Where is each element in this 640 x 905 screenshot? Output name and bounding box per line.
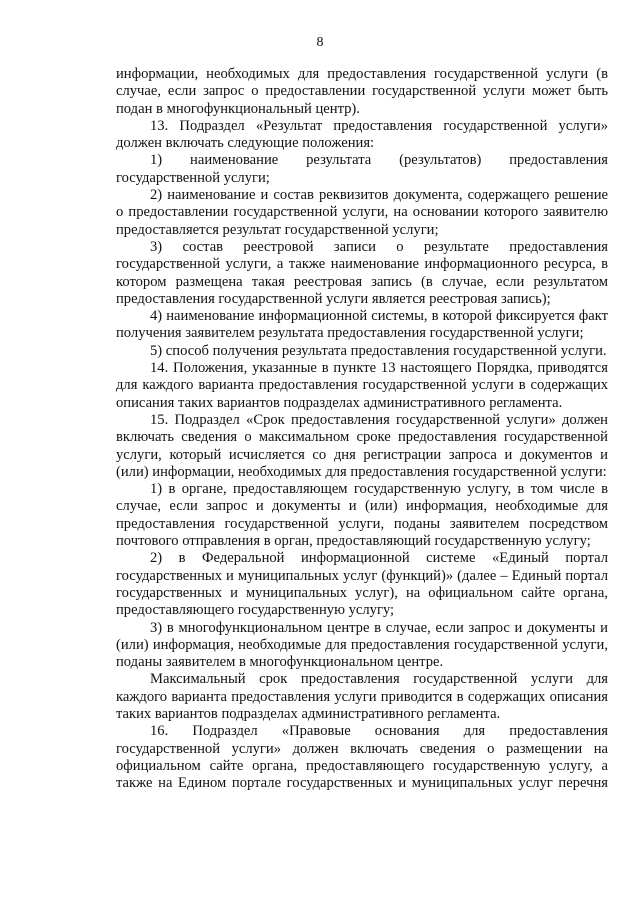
paragraph-continuation: информации, необходимых для предоставления государственной услуги (в случае, если запрос о предоставлении государственной услуги может быть подан в многофункциональный центр). [116, 66, 608, 117]
paragraph-13-sub-1: 1) наименование результата (результатов) предоставления государственной услуги; [116, 152, 608, 186]
paragraph-15-sub-3: 3) в многофункциональном центре в случае, если запрос и документы и (или) информация, необходимые для предоставления государственной услуги, поданы заявителем в многофункциональном центре. [116, 619, 608, 671]
paragraph-15-sub-1: 1) в органе, предоставляющем государственную услугу, в том числе в случае, если запрос и документы и (или) информация, необходимые для предоставления государственной услуги, поданы заявителем посредством почтового отправления в орган, предоставляющий государственную услугу; [116, 481, 608, 550]
paragraph-item-15: 15. Подраздел «Срок предоставления государственной услуги» должен включать сведения о максимальном сроке предоставления государственной услуги, который исчисляется со дня регистрации запроса и документов и (или) информации, необходимых для предоставления государственной услуги: [116, 411, 608, 480]
paragraph-13-sub-2: 2) наименование и состав реквизитов документа, содержащего решение о предоставлении государственной услуги, на основании которого заявителю предоставляется результат государственной услуги; [116, 187, 608, 238]
paragraph-15-sub-2: 2) в Федеральной информационной системе «Единый портал государственных и муниципальных услуг (функций)» (далее – Единый портал государственных и муниципальных услуг), на официальном сайте органа, предоставляющего государственную услугу; [116, 550, 608, 619]
paragraph-item-16: 16. Подраздел «Правовые основания для предоставления государственной услуги» должен включать сведения о размещении на официальном сайте органа, предоставляющего государственную услугу, а также на Едином портале государственных и муниципальных услуг перечня [116, 723, 608, 792]
paragraph-max-term: Максимальный срок предоставления государственной услуги для каждого варианта предоставления услуги приводится в содержащих описания таких вариантов подразделах административного регламента. [116, 671, 608, 722]
paragraph-13-sub-5: 5) способ получения результата предоставления государственной услуги. [150, 342, 607, 359]
paragraph-13-sub-4: 4) наименование информационной системы, в которой фиксируется факт получения заявителем результата предоставления государственной услуги; [116, 308, 608, 342]
document-body [116, 66, 608, 792]
page-number: 8 [316, 35, 324, 50]
paragraph-13-sub-3: 3) состав реестровой записи о результате предоставления государственной услуги, а также наименование информационного ресурса, в котором размещена такая реестровая запись (в случае, если результатом предоставления государственной услуги является реестровая запись); [116, 238, 608, 307]
paragraph-item-14: 14. Положения, указанные в пункте 13 настоящего Порядка, приводятся для каждого варианта предоставления государственной услуги в содержащих описания таких вариантов подразделах административного регламента. [116, 360, 608, 411]
paragraph-item-13: 13. Подраздел «Результат предоставления государственной услуги» должен включать следующие положения: [116, 117, 608, 152]
